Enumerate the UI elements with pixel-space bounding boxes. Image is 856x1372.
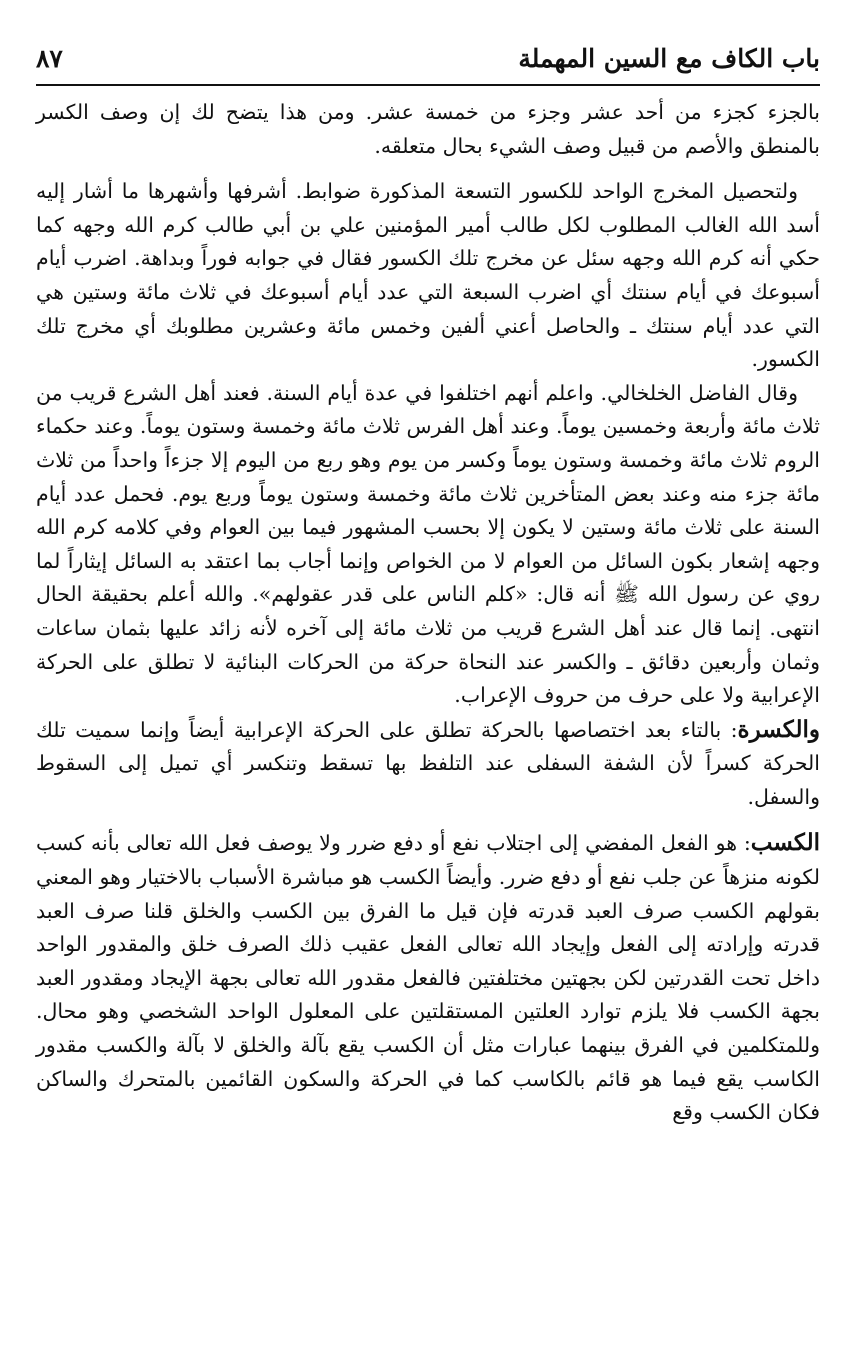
entry-text: : هو الفعل المفضي إلى اجتلاب نفع أو دفع ضرر ولا يوصف فعل الله تعالى بأنه كسب لكونه منزهاً عن جلب نفع أو دفع ضرر. وأيضاً الكسب هو مباشرة الأسباب بالاختيار وهو المعني بقولهم الكسب صرف العبد قدرته فإن قيل ما الفرق بين الكسب والخلق قلنا صرف العبد قدرته وإرادته إلى الفعل وإيجاد الله تعالى الفعل عقيب ذلك الصرف خلق والمقدور الواحد داخل تحت القدرتين لكن بجهتين مختلفتين فالفعل مقدور الله تعالى بجهة الإيجاد ومقدور العبد بجهة الكسب فلا يلزم توارد العلتين المستقلتين على المعلول الواحد الشخصي وهو محال. وللمتكلمين في الفرق بينهما عبارات مثل أن الكسب يقع بآلة والخلق لا بآلة والكسب مقدور الكاسب يقع فيما هو قائم بالكاسب كما في الحركة والسكون القائمين بالمتحرك والساكن فكان الكسب وقع	[36, 831, 820, 1125]
entry-text: : بالتاء بعد اختصاصها بالحركة تطلق على الحركة الإعرابية أيضاً وإنما سميت تلك الحركة كسراً لأن الشفة السفلى عند التلفظ بها تسقط وتنكسر أي تميل إلى السقوط والسفل.	[36, 717, 820, 809]
paragraph-text: ولتحصيل المخرج الواحد للكسور التسعة المذكورة ضوابط. أشرفها وأشهرها ما أشار إليه أسد الله الغالب المطلوب لكل طالب أمير المؤمنين علي بن أبي طالب كرم الله وجهه كما حكي أنه كرم الله وجهه سئل عن مخرج تلك الكسور فقال في جوابه فوراً وبداهة. اضرب أيام أسبوعك في أيام سنتك أي اضرب السبعة التي عدد أيام أسبوعك في ثلاث مائة وستين هي التي عدد أيام سنتك ـ والحاصل أعني ألفين وخمس مائة وعشرين مطلوبك أي مخرج تلك الكسور.	[36, 179, 820, 372]
paragraph-text: بالجزء كجزء من أحد عشر وجزء من خمسة عشر. ومن هذا يتضح لك إن وصف الكسر بالمنطق والأصم من قبيل وصف الشيء بحال متعلقه.	[36, 100, 820, 158]
running-title: باب الكاف مع السين المهملة	[518, 44, 820, 73]
book-page	[36, 40, 820, 1360]
page-header	[36, 40, 820, 86]
paragraph-text: وقال الفاضل الخلخالي. واعلم أنهم اختلفوا في عدة أيام السنة. فعند أهل الشرع قريب من ثلاث مائة وأربعة وخمسين يوماً. وعند أهل الفرس ثلاث مائة وخمسة وستون يوماً. وعند حكماء الروم ثلاث مائة وخمسة وستون يوماً وكسر من يوم وهو ربع من اليوم إلا جزءاً واحداً من ثلاث مائة جزء منه وعند بعض المتأخرين ثلاث مائة وخمسة وستون يوماً وربع يوم. فحمل عدد أيام السنة على ثلاث مائة وستين لا يكون إلا بحسب المشهور فيما بين العوام وفي كلامه كرم الله وجهه إشعار بكون السائل من العوام لا من الخواص وإنما أجاب بما اعتقد به السائل إيثاراً لما روي عن رسول الله ﷺ أنه قال: «كلم الناس على قدر عقولهم». والله أعلم بحقيقة الحال انتهى. إنما قال عند أهل الشرع قريب من ثلاث مائة إلى آخره لأنه زائد عليها بثمان ساعات وثمان وأربعين دقائق ـ والكسر عند النحاة حركة من الحركات البنائية لا تطلق على الحركة الإعرابية ولا على حرف من حروف الإعراب.	[36, 380, 820, 708]
paragraph-fraction-description	[36, 96, 820, 163]
page-number: ٨٧	[36, 44, 63, 73]
body-text	[36, 96, 820, 1130]
entry-headword: والكسرة	[737, 715, 820, 743]
paragraph-year-days	[36, 377, 820, 713]
paragraph-common-denominator	[36, 175, 820, 377]
entry-kasb	[36, 826, 820, 1129]
entry-headword: الكسب	[750, 829, 820, 857]
entry-kasra	[36, 713, 820, 815]
